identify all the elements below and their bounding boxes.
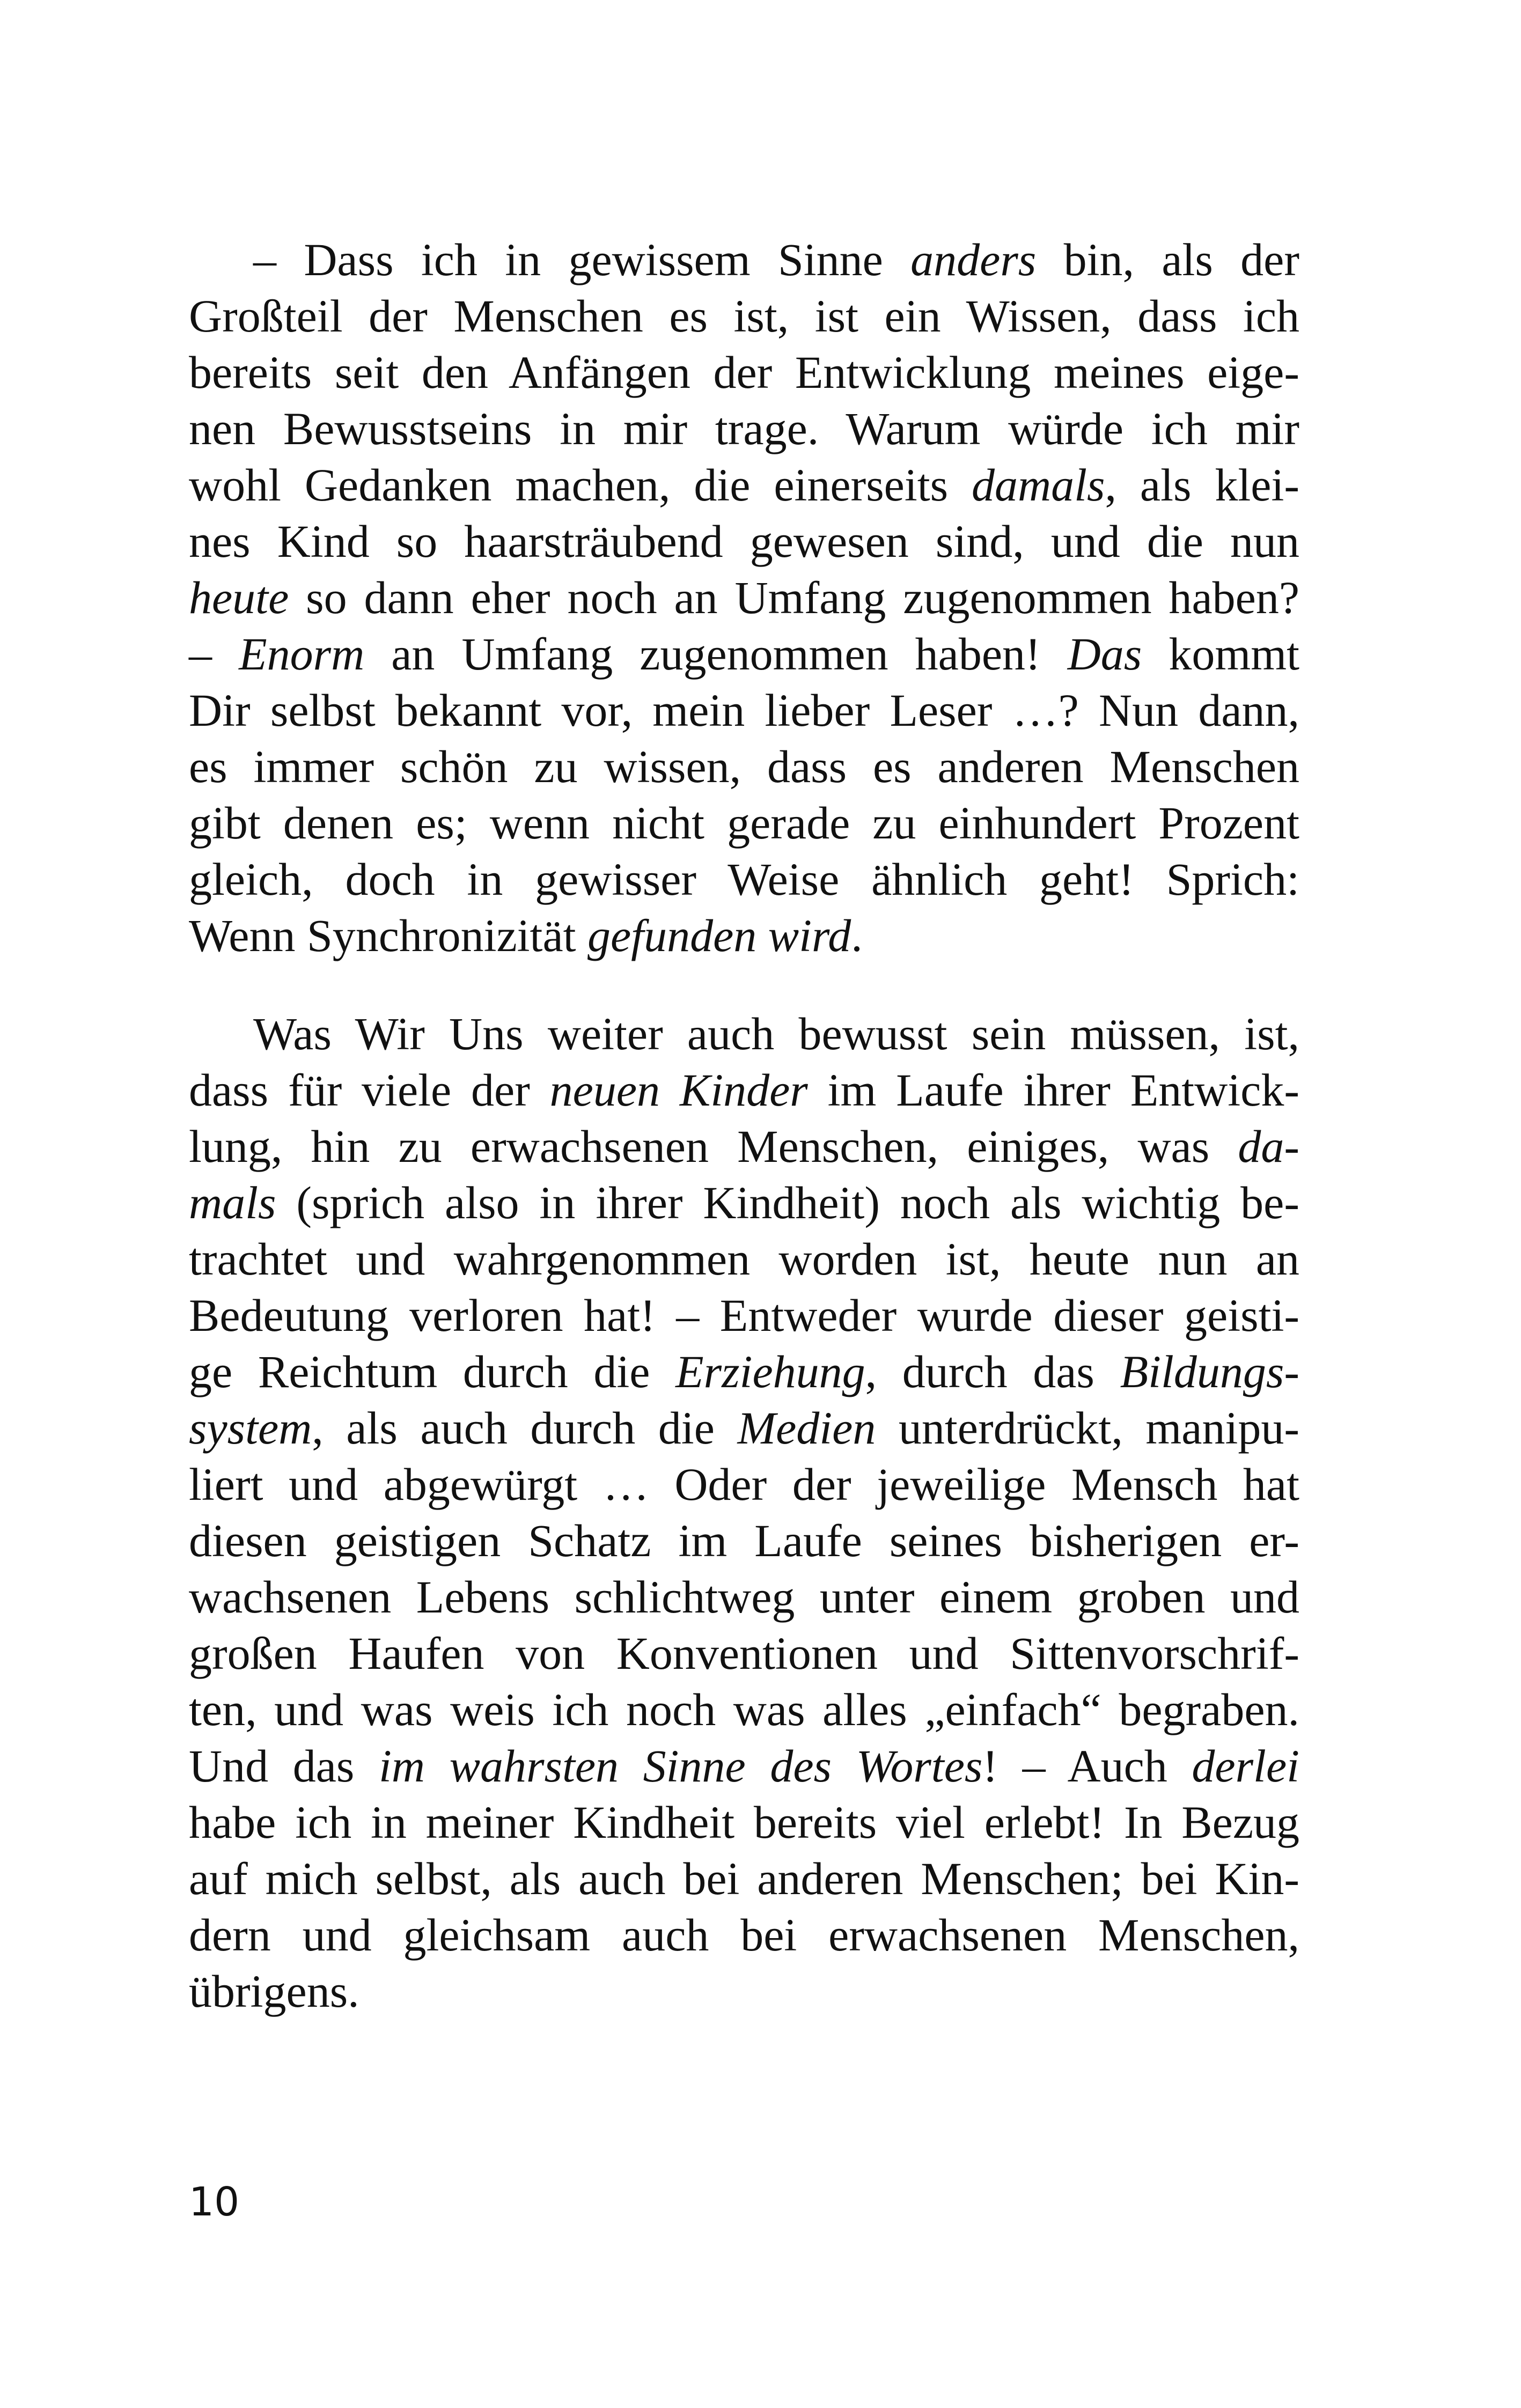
italic-text: Bildungs- [1120, 1346, 1299, 1397]
text-line [189, 1400, 1299, 1456]
text-segment: – Dass ich in gewissem Sinne [253, 234, 911, 285]
text-segment: gleich, doch in gewisser Weise ähnlich geht! Sprich: [189, 853, 1299, 905]
italic-text: Erziehung [675, 1346, 865, 1397]
text-line [189, 1851, 1299, 1907]
italic-text: da- [1238, 1121, 1299, 1172]
text-segment: dass für viele der [189, 1064, 550, 1116]
text-segment: kommt [1142, 628, 1300, 680]
italic-text: Das [1067, 628, 1142, 680]
text-segment: gibt denen es; wenn nicht gerade zu einhundert Prozent [189, 797, 1299, 849]
text-line [189, 1794, 1299, 1851]
text-segment: Und das [189, 1740, 379, 1792]
text-line [189, 1062, 1299, 1118]
text-segment: ten, und was weis ich noch was alles „einfach“ begraben. [189, 1684, 1299, 1735]
text-line [189, 1231, 1299, 1287]
text-line [189, 288, 1299, 344]
text-segment: an Umfang zugenommen haben! [364, 628, 1068, 680]
text-segment: auf mich selbst, als auch bei anderen Menschen; bei Kin- [189, 1853, 1299, 1904]
italic-text: system [189, 1402, 312, 1454]
text-line [189, 344, 1299, 401]
text-line [189, 232, 1299, 288]
text-segment: bin, als der [1036, 234, 1299, 285]
text-segment: unterdrückt, manipu- [876, 1402, 1299, 1454]
text-line [189, 795, 1299, 851]
italic-text: Medien [737, 1402, 876, 1454]
text-segment: , als klei- [1105, 459, 1299, 511]
text-segment: (sprich also in ihrer Kindheit) noch als wichtig be- [276, 1177, 1299, 1228]
paragraph [189, 1006, 1299, 2020]
text-line [189, 1118, 1299, 1175]
text-segment: trachtet und wahrgenommen worden ist, heute nun an [189, 1233, 1299, 1285]
text-segment: diesen geistigen Schatz im Laufe seines bisherigen er- [189, 1515, 1299, 1566]
text-segment: so dann eher noch an Umfang zugenommen haben? [289, 572, 1299, 623]
text-segment: ge Reichtum durch die [189, 1346, 676, 1397]
italic-text: heute [189, 572, 289, 623]
paragraph-gap [189, 964, 1299, 1006]
text-segment: Großteil der Menschen es ist, ist ein Wissen, dass ich [189, 290, 1299, 342]
italic-text: neuen Kinder [549, 1064, 808, 1116]
italic-text: damals [972, 459, 1105, 511]
text-segment: lung, hin zu erwachsenen Menschen, einiges, was [189, 1121, 1238, 1172]
text-segment: . [851, 910, 863, 961]
text-line [189, 1287, 1299, 1344]
text-line [189, 1175, 1299, 1231]
text-line [189, 401, 1299, 457]
italic-text: anders [910, 234, 1037, 285]
text-segment: wohl Gedanken machen, die einerseits [189, 459, 972, 511]
text-segment: Was Wir Uns weiter auch bewusst sein müssen, ist, [253, 1008, 1299, 1059]
text-line [189, 739, 1299, 795]
italic-text: Enorm [239, 628, 365, 680]
text-line [189, 513, 1299, 570]
text-line [189, 1907, 1299, 1963]
paragraph [189, 232, 1299, 964]
text-line [189, 682, 1299, 739]
page-number: 10 [189, 2179, 240, 2225]
text-segment: nes Kind so haarsträubend gewesen sind, und die nun [189, 516, 1299, 567]
text-line [189, 1625, 1299, 1682]
text-segment: Wenn Synchronizität [189, 910, 588, 961]
text-segment: großen Haufen von Konventionen und Sittenvorschrif- [189, 1628, 1299, 1679]
text-line [189, 1344, 1299, 1400]
text-line [189, 1513, 1299, 1569]
text-segment: Bedeutung verloren hat! – Entweder wurde dieser geisti- [189, 1290, 1299, 1341]
text-line [189, 908, 1299, 964]
text-segment: dern und gleichsam auch bei erwachsenen Menschen, [189, 1909, 1299, 1961]
italic-text: derlei [1192, 1740, 1300, 1792]
text-segment: , als auch durch die [312, 1402, 738, 1454]
text-segment: es immer schön zu wissen, dass es anderen Menschen [189, 741, 1299, 792]
text-line [189, 1456, 1299, 1513]
text-segment: – [189, 628, 239, 680]
text-segment: ! – Auch [982, 1740, 1192, 1792]
text-line [189, 1682, 1299, 1738]
text-segment: habe ich in meiner Kindheit bereits viel erlebt! In Bezug [189, 1796, 1299, 1848]
text-segment: nen Bewusstseins in mir trage. Warum würde ich mir [189, 403, 1299, 454]
text-line [189, 1738, 1299, 1794]
text-line [189, 570, 1299, 626]
text-segment: liert und abgewürgt … Oder der jeweilige Mensch hat [189, 1459, 1299, 1510]
text-line [189, 626, 1299, 682]
text-line [189, 1963, 1299, 2020]
text-line [189, 457, 1299, 513]
text-segment: im Laufe ihrer Entwick- [807, 1064, 1299, 1116]
text-line [189, 851, 1299, 908]
italic-text: im wahrsten Sinne des Wortes [379, 1740, 983, 1792]
text-segment: , durch das [865, 1346, 1120, 1397]
text-segment: wachsenen Lebens schlichtweg unter einem groben und [189, 1571, 1299, 1623]
text-segment: übrigens. [189, 1965, 359, 2017]
italic-text: gefunden wird [587, 910, 851, 961]
italic-text: mals [189, 1177, 276, 1228]
body-text [189, 232, 1299, 2020]
text-segment: bereits seit den Anfängen der Entwicklung meines eige- [189, 347, 1299, 398]
text-line [189, 1006, 1299, 1062]
text-segment: Dir selbst bekannt vor, mein lieber Leser …? Nun dann, [189, 684, 1299, 736]
text-line [189, 1569, 1299, 1625]
